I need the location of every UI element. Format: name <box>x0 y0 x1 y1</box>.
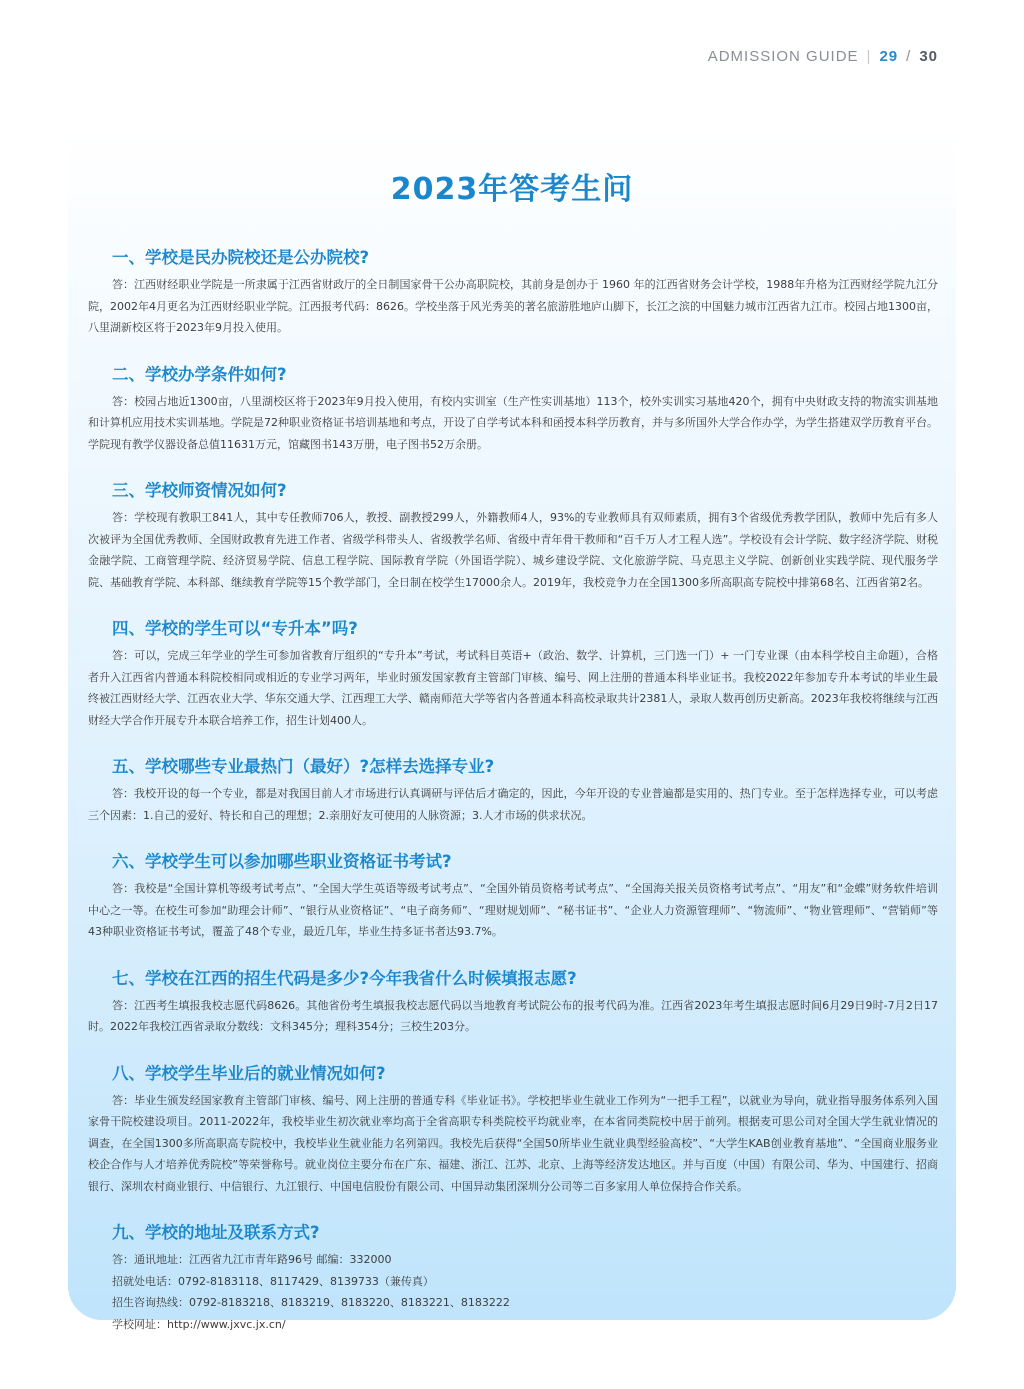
contact-office-phone: 招就处电话：0792-8183118、8117429、8139733（兼传真） <box>112 1274 434 1288</box>
qa-item-4 <box>88 617 938 731</box>
contact-hotline: 招生咨询热线：0792-8183218、8183219、8183220、8183221、8183222 <box>112 1296 510 1309</box>
answer-text: 答：我校是“全国计算机等级考试考点”、“全国大学生英语等级考试考点”、“全国外销员资格考试考点”、“全国海关报关员资格考试考点”、“用友”和“金蝶”财务软件培训中心之一等。在校生可参加“助理会计师”、“银行从业资格证”、“电子商务师”、“理财规划师”、“秘书证书”、“企业人力资源管理师”、“物流师”、“物业管理师”、“营销师”等43种职业资格证书考试，覆盖了48个专业，最近几年，毕业生持多证书者达93.7%。 <box>88 882 938 938</box>
answer-text: 答：我校开设的每一个专业，都是对我国目前人才市场进行认真调研与评估后才确定的，因此，今年开设的专业普遍都是实用的、热门专业。至于怎样选择专业，可以考虑三个因素：1.自己的爱好、特长和自己的理想；2.亲朋好友可使用的人脉资源；3.人才市场的供求状况。 <box>88 787 938 822</box>
qa-item-contact <box>88 1221 938 1335</box>
qa-item-6 <box>88 850 938 943</box>
total-page-number: 30 <box>919 48 938 65</box>
qa-item-5 <box>88 755 938 826</box>
answer-text: 答：毕业生颁发经国家教育主管部门审核、编号、网上注册的普通专科《毕业证书》。学校把毕业生就业工作列为“一把手工程”，以就业为导向，就业指导服务体系列入国家骨干院校建设项目。2011-2022年，我校毕业生初次就业率均高于全省高职专科类院校平均就业率，在本省同类院校中居于前列。根据麦可思公司对全国大学生就业情况的调查，在全国1300多所高职高专院校中，我校毕业生就业能力名列第四。我校先后获得“全国50所毕业生就业典型经验高校”、“大学生KAB创业教育基地”、“全国商业服务业校企合作与人才培养优秀院校”等荣誉称号。就业岗位主要分布在广东、福建、浙江、江苏、北京、上海等经济发达地区。并与百度（中国）有限公司、华为、中国建行、招商银行、深圳农村商业银行、中信银行、九江银行、中国电信股份有限公司、中国异动集团深圳分公司等二百多家用人单位保持合作关系。 <box>88 1093 938 1193</box>
qa-item-3 <box>88 479 938 593</box>
answer-text: 答：江西财经职业学院是一所隶属于江西省财政厅的全日制国家骨干公办高职院校，其前身是创办于 1960 年的江西省财务会计学校，1988年升格为江西财经学院九江分院，2002年4月更名为江西财经职业学院。江西报考代码：8626。学校坐落于风光秀美的著名旅游胜地庐山脚下，长江之滨的中国魅力城市江西省九江市。校园占地1300亩，八里湖新校区将于2023年9月投入使用。 <box>88 278 938 334</box>
question-heading: 八、学校学生毕业后的就业情况如何? <box>112 1063 386 1083</box>
page-header <box>708 48 938 65</box>
question-heading: 七、学校在江西的招生代码是多少?今年我省什么时候填报志愿? <box>112 968 577 988</box>
question-heading: 五、学校哪些专业最热门（最好）?怎样去选择专业? <box>112 757 495 776</box>
contact-address: 答：通讯地址：江西省九江市青年路96号 邮编：332000 <box>112 1253 392 1266</box>
page-title: 2023年答考生问 <box>390 172 634 207</box>
question-heading: 四、学校的学生可以“专升本”吗? <box>112 619 358 638</box>
answer-text: 答：学校现有教职工841人，其中专任教师706人，教授、副教授299人，外籍教师4人，93%的专业教师具有双师素质，拥有3个省级优秀教学团队，教师中先后有多人次被评为全国优秀教师、全国财政教育先进工作者、省级学科带头人、省级教学名师、省级中青年骨干教师和“百千万人才工程人选”。学校设有会计学院、数字经济学院、财税金融学院、工商管理学院、经济贸易学院、信息工程学院、国际教育学院（外国语学院）、城乡建设学院、文化旅游学院、马克思主义学院、创新创业实践学院、现代服务学院、基础教育学院、本科部、继续教育学院等15个教学部门，全日制在校学生17000余人。2019年，我校竞争力在全国1300多所高职高专院校中排第68名、江西省第2名。 <box>88 511 938 589</box>
qa-list <box>88 246 938 1359</box>
question-heading: 一、学校是民办院校还是公办院校? <box>112 248 370 267</box>
qa-item-8 <box>88 1062 938 1198</box>
header-divider: | <box>866 48 872 65</box>
qa-item-2 <box>88 363 938 456</box>
qa-item-1 <box>88 246 938 339</box>
question-heading: 三、学校师资情况如何? <box>112 481 287 500</box>
answer-text: 答：校园占地近1300亩，八里湖校区将于2023年9月投入使用，有校内实训室（生产性实训基地）113个，校外实训实习基地420个，拥有中央财政支持的物流实训基地和计算机应用技术实训基地。学院是72种职业资格证书培训基地和考点，开设了自学考试本科和函授本科学历教育，并与多所国外大学合作办学，为学生搭建双学历教育平台。学院现有教学仪器设备总值11631万元，馆藏图书143万册，电子图书52万余册。 <box>88 394 938 451</box>
page-slash: / <box>906 48 912 65</box>
answer-text: 答：江西考生填报我校志愿代码8626。其他省份考生填报我校志愿代码以当地教育考试院公布的报考代码为准。江西省2023年考生填报志愿时间6月29日9时-7月2日17时。2022年我校江西省录取分数线：文科345分；理科354分；三校生203分。 <box>88 998 938 1033</box>
qa-item-7 <box>88 967 938 1038</box>
current-page-number: 29 <box>879 48 899 65</box>
question-heading: 六、学校学生可以参加哪些职业资格证书考试? <box>112 852 452 871</box>
answer-text: 答：可以，完成三年学业的学生可参加省教育厅组织的“专升本”考试，考试科目英语+（政治、数学、计算机，三门选一门）+ 一门专业课（由本科学校自主命题），合格者升入江西省内普通本科院校相同或相近的专业学习两年，毕业时颁发国家教育主管部门审核、编号、网上注册的普通本科毕业证书。我校2022年参加专升本考试的毕业生最终被江西财经大学、江西农业大学、华东交通大学、江西理工大学、赣南师范大学等省内各普通本科高校录取共计2381人，录取人数再创历史新高。2023年我校将继续与江西财经大学合作开展专升本联合培养工作，招生计划400人。 <box>88 649 938 727</box>
guide-label: ADMISSION GUIDE <box>707 48 859 65</box>
question-heading: 二、学校办学条件如何? <box>112 364 287 384</box>
question-heading: 九、学校的地址及联系方式? <box>112 1223 320 1242</box>
contact-website[interactable]: 学校网址：http://www.jxvc.jx.cn/ <box>112 1317 286 1331</box>
